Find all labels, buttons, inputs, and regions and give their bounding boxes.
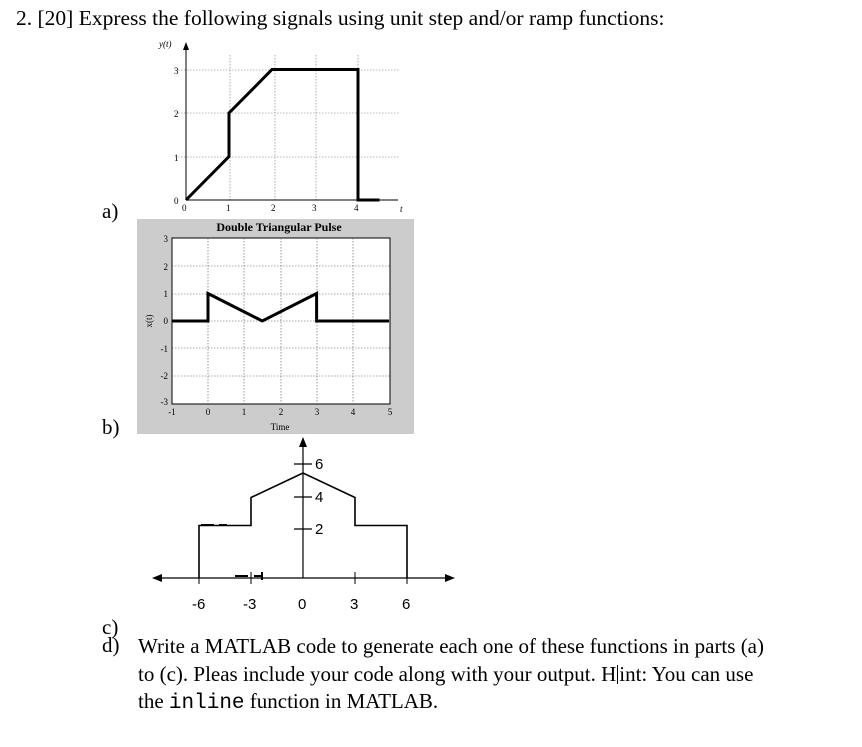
plot-c-stray-marks — [201, 525, 262, 580]
part-d-label: d) — [102, 633, 120, 657]
part-d-line-2-end: int: You can use — [619, 661, 754, 686]
part-d-line-3-end: function in MATLAB. — [244, 689, 439, 713]
plot-b-xtick: 5 — [387, 407, 393, 417]
part-b-label: b) — [102, 415, 120, 439]
plot-b-ytick: 3 — [163, 234, 168, 244]
part-a-label: a) — [102, 199, 119, 223]
plot-b-title: Double Triangular Pulse — [216, 220, 342, 234]
plot-c-x-arrow-right — [445, 574, 455, 582]
plot-a-ylabel: y(t) — [159, 39, 172, 49]
plot-a-xtick: 1 — [226, 203, 231, 213]
plot-b-xtick: 0 — [205, 407, 211, 417]
plot-b-ytick: -1 — [160, 344, 168, 354]
inline-keyword: inline — [168, 692, 245, 715]
plot-b-ytick: -3 — [160, 397, 168, 407]
plot-a-ytick: 3 — [174, 66, 179, 76]
plot-c-xtick: 0 — [298, 596, 307, 613]
plot-c-ytick: 2 — [315, 521, 324, 538]
plot-a-xlabel: t — [400, 204, 403, 214]
plot-b-xtick: -1 — [168, 407, 176, 417]
plot-b-xtick: 4 — [350, 407, 356, 417]
plot-b-ylabel: x(t) — [144, 314, 154, 328]
plot-c-xtick: -6 — [192, 596, 206, 613]
question-header: 2. [20] Express the following signals using unit step and/or ramp functions: — [16, 6, 665, 30]
part-c-label: c) — [102, 615, 119, 639]
plot-b-ytick: 1 — [163, 289, 168, 299]
plot-a-xtick: 2 — [271, 203, 276, 213]
part-d-line-1: Write a MATLAB code to generate each one of these functions in parts (a) — [138, 634, 765, 658]
plot-b-ytick: -2 — [160, 371, 168, 381]
plot-b-ytick: 2 — [163, 262, 168, 272]
plot-b-xtick: 3 — [314, 407, 320, 417]
plot-c-xtick: 3 — [350, 596, 359, 613]
plot-c-xtick: 6 — [402, 596, 411, 613]
part-d-line-3-start: the — [138, 689, 169, 713]
plot-a-xtick: 4 — [354, 203, 359, 213]
plot-c-y-arrow — [299, 437, 307, 447]
plot-a-ytick: 1 — [174, 153, 179, 163]
plot-c-ytick: 6 — [315, 456, 324, 473]
plot-c-ytick: 4 — [315, 489, 324, 506]
part-d-line-2-start: to (c). Pleas include your code along with your output. H — [138, 661, 617, 686]
plot-c-x-arrow-left — [152, 574, 162, 582]
plot-b-xtick: 1 — [241, 407, 247, 417]
plot-b-xlabel: Time — [270, 422, 290, 432]
plot-b-ytick: 0 — [163, 316, 168, 326]
plot-b-xtick: 2 — [278, 407, 284, 417]
plot-a-ytick: 2 — [174, 109, 179, 119]
plot-c-xtick: -3 — [243, 596, 257, 613]
plot-a-xtick: 0 — [182, 203, 187, 213]
plot-a-ytick: 0 — [174, 196, 179, 206]
plot-a-xtick: 3 — [312, 203, 317, 213]
